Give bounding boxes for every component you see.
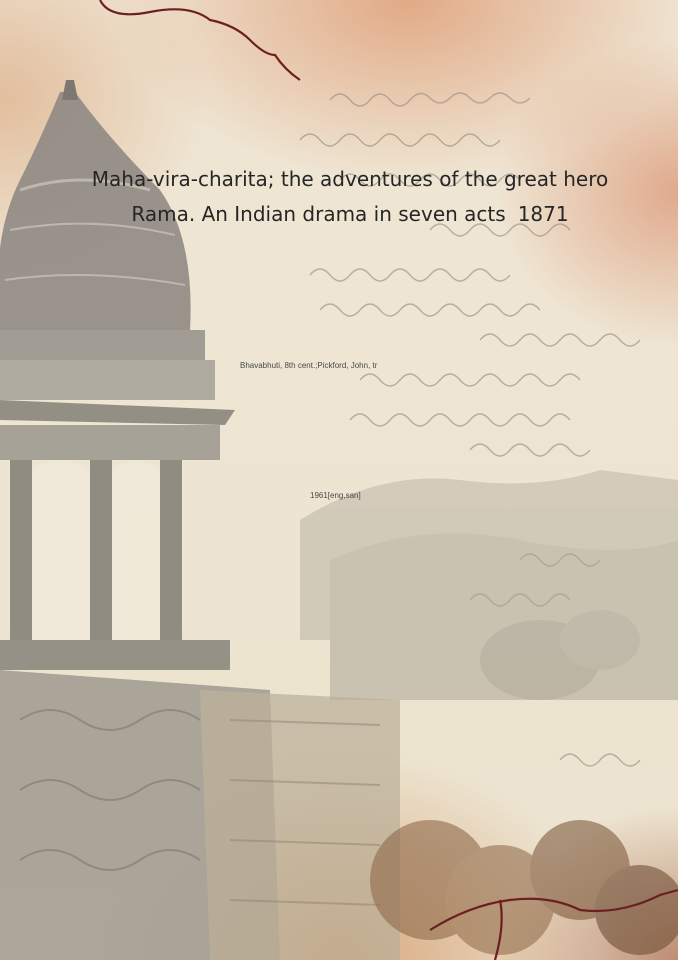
edition-line: 1961[eng,san]: [310, 491, 361, 500]
foliage: [370, 820, 678, 955]
landscape-background: [300, 470, 678, 700]
author-line: Bhavabhuti, 8th cent.;Pickford, John, tr: [240, 361, 378, 370]
title-text: Maha-vira-charita; the adventures of the great hero Rama. An Indian drama in seven acts: [91, 167, 609, 226]
book-title: [70, 162, 630, 232]
publication-year: 1871: [517, 202, 569, 226]
